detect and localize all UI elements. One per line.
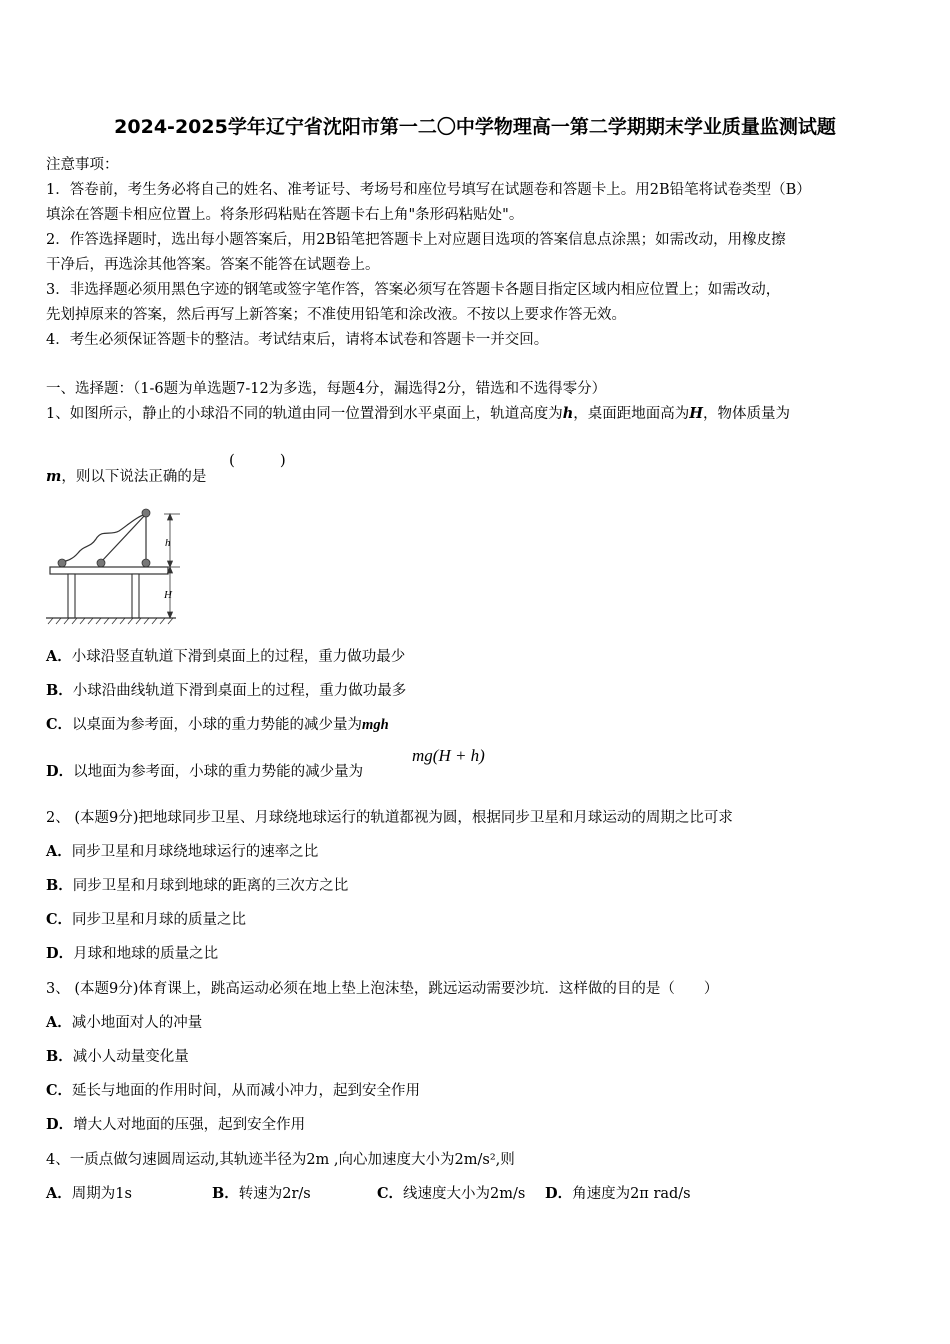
q1-figure: [44, 505, 184, 630]
section-heading: 一、选择题：（1-6题为单选题7-12为多选，每题4分，漏选得2分，错选和不选得零分）: [46, 381, 607, 397]
q2-option-c[interactable]: C．同步卫星和月球的质量之比: [46, 911, 247, 928]
q4-option-c[interactable]: C．线速度大小为2m/s: [377, 1185, 526, 1202]
q1-option-d[interactable]: D．以地面为参考面，小球的重力势能的减少量为: [46, 763, 364, 780]
q2-stem: 2、 (本题9分)把地球同步卫星、月球绕地球运行的轨道都视为圆，根据同步卫星和月球运动的周期之比可求: [46, 810, 733, 826]
q4-option-b[interactable]: B．转速为2r/s: [212, 1185, 311, 1202]
q1-option-a[interactable]: A．小球沿竖直轨道下滑到桌面上的过程，重力做功最少: [46, 648, 406, 665]
notice-line: 3．非选择题必须用黑色字迹的钢笔或签字笔作答，答案必须写在答题卡各题目指定区域内相应位置上；如需改动，: [46, 282, 781, 298]
q4-option-a[interactable]: A．周期为1s: [46, 1185, 132, 1202]
q3-stem: 3、 (本题9分)体育课上，跳高运动必须在地上垫上泡沫垫，跳远运动需要沙坑．这样做的目的是（ ）: [46, 981, 719, 997]
notice-line: 干净后，再选涂其他答案。答案不能答在试题卷上。: [46, 257, 380, 273]
q2-option-b[interactable]: B．同步卫星和月球到地球的距离的三次方之比: [46, 877, 349, 894]
q2-option-d[interactable]: D．月球和地球的质量之比: [46, 945, 219, 962]
notice-heading: 注意事项：: [46, 157, 119, 173]
page-title: 2024-2025学年辽宁省沈阳市第一二〇中学物理高一第二学期期末学业质量监测试题: [114, 116, 836, 138]
q3-option-a[interactable]: A．减小地面对人的冲量: [46, 1014, 203, 1031]
q3-option-c[interactable]: C．延长与地面的作用时间，从而减小冲力，起到安全作用: [46, 1082, 421, 1099]
q1-option-c[interactable]: C．以桌面为参考面，小球的重力势能的减少量为mgh: [46, 716, 389, 733]
notice-line: 4．考生必须保证答题卡的整洁。考试结束后，请将本试卷和答题卡一并交回。: [46, 332, 549, 348]
figure-label-h: h: [165, 537, 171, 549]
notice-line: 2．作答选择题时，选出每小题答案后，用2B铅笔把答题卡上对应题目选项的答案信息点涂黑；如需改动，用橡皮擦: [46, 232, 786, 248]
answer-paren: ( ): [229, 451, 286, 469]
q4-stem: 4、一质点做匀速圆周运动,其轨迹半径为2m ,向心加速度大小为2m/s²,则: [46, 1152, 515, 1168]
formula-mg-h-plus-h: mg(H + h): [412, 746, 485, 765]
notice-line: 填涂在答题卡相应位置上。将条形码粘贴在答题卡右上角"条形码粘贴处"。: [46, 207, 524, 223]
q1-option-b[interactable]: B．小球沿曲线轨道下滑到桌面上的过程，重力做功最多: [46, 682, 407, 699]
notice-line: 先划掉原来的答案，然后再写上新答案；不准使用铅笔和涂改液。不按以上要求作答无效。: [46, 307, 626, 323]
q4-option-d[interactable]: D．角速度为2π rad/s: [545, 1185, 691, 1202]
q2-option-a[interactable]: A．同步卫星和月球绕地球运行的速率之比: [46, 843, 319, 860]
notice-line: 1．答卷前，考生务必将自己的姓名、准考证号、考场号和座位号填写在试题卷和答题卡上。用2B铅笔将试卷类型（B）: [46, 182, 811, 198]
q1-stem: 1、如图所示，静止的小球沿不同的轨道由同一位置滑到水平桌面上，轨道高度为h，桌面距地面高为H，物体质量为: [46, 405, 790, 422]
figure-label-H: H: [164, 589, 172, 601]
q3-option-d[interactable]: D．增大人对地面的压强，起到安全作用: [46, 1116, 306, 1133]
q3-option-b[interactable]: B．减小人动量变化量: [46, 1048, 189, 1065]
q1-stem-cont: m，则以下说法正确的是: [46, 468, 207, 485]
formula-mgh: mgh: [362, 717, 389, 733]
